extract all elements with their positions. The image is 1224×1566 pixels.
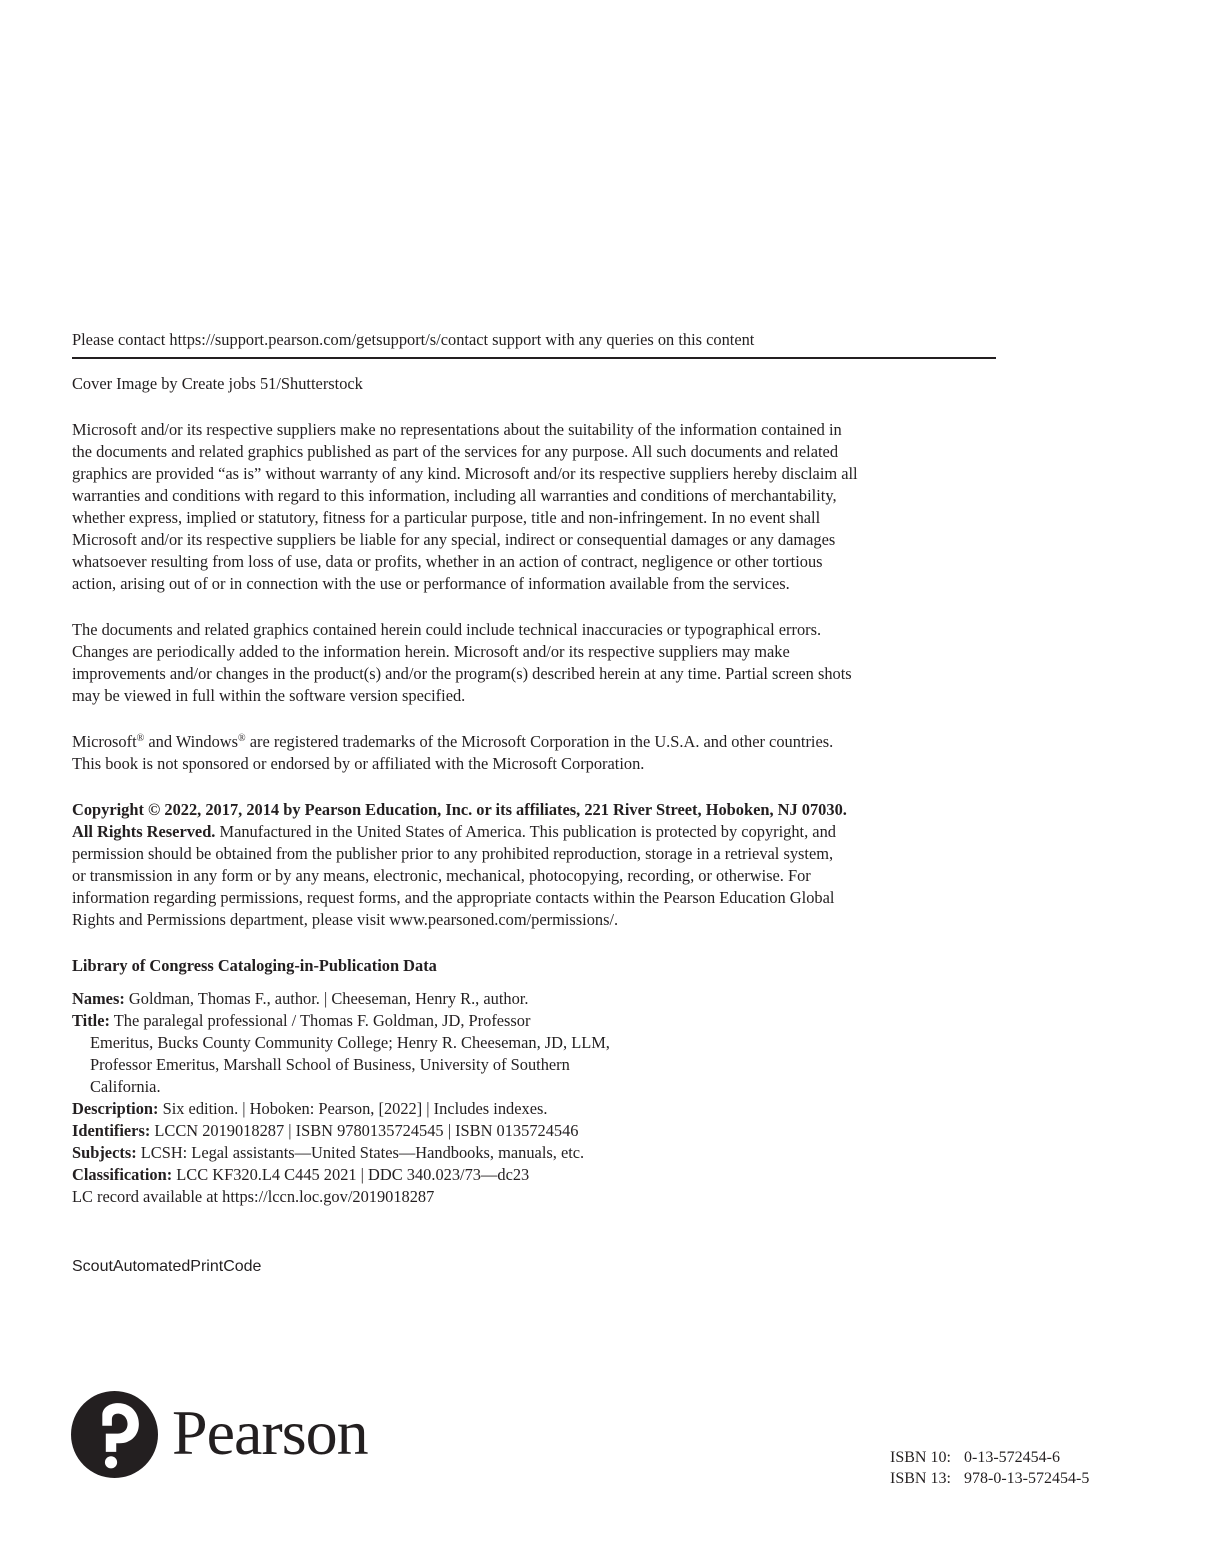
changes-line: may be viewed in full within the software version specified. bbox=[72, 686, 466, 705]
cip-label: Title: bbox=[72, 1011, 110, 1030]
copyright-line bbox=[72, 799, 1007, 821]
cip-label: Identifiers: bbox=[72, 1121, 151, 1140]
registered-mark: ® bbox=[238, 733, 246, 744]
cover-image-credit: Cover Image by Create jobs 51/Shutterstock bbox=[72, 374, 363, 393]
cip-label: Description: bbox=[72, 1099, 159, 1118]
trademark-line-2: This book is not sponsored or endorsed by or affiliated with the Microsoft Corporation. bbox=[72, 754, 645, 773]
all-rights-reserved: All Rights Reserved. bbox=[72, 822, 216, 841]
cip-title-cont: Professor Emeritus, Marshall School of Business, University of Southern bbox=[90, 1055, 570, 1074]
disclaimer-line: Microsoft and/or its respective suppliers be liable for any special, indirect or consequential damages or any damages bbox=[72, 530, 836, 549]
pearson-logo-icon bbox=[71, 1391, 158, 1478]
cip-title bbox=[72, 1010, 1007, 1032]
changes-line: The documents and related graphics contained herein could include technical inaccuracies or typographical errors. bbox=[72, 620, 822, 639]
isbn-label: ISBN 13: bbox=[890, 1470, 951, 1487]
isbn-label: ISBN 10: bbox=[890, 1449, 951, 1466]
cip-identifiers bbox=[72, 1120, 1007, 1142]
isbn-value: 0-13-572454-6 bbox=[964, 1449, 1060, 1466]
cip-data bbox=[72, 988, 1007, 1208]
support-contact-line: Please contact https://support.pearson.com/getsupport/s/contact support with any queries on this content bbox=[72, 330, 755, 349]
disclaimer-line: action, arising out of or in connection with the use or performance of information available from the services. bbox=[72, 574, 790, 593]
disclaimer-line: warranties and conditions with regard to this information, including all warranties and conditions of merchantability, bbox=[72, 486, 837, 505]
cip-value: LCC KF320.L4 C445 2021 | DDC 340.023/73—dc23 bbox=[172, 1165, 530, 1184]
cip-title-cont: California. bbox=[90, 1077, 161, 1096]
copyright-line: or transmission in any form or by any means, electronic, mechanical, photocopying, recording, or otherwise. For bbox=[72, 866, 811, 885]
disclaimer-line: whatsoever resulting from loss of use, data or profits, whether in an action of contract, negligence or other tortious bbox=[72, 552, 823, 571]
microsoft-changes-paragraph bbox=[72, 619, 1007, 707]
isbn-13 bbox=[890, 1468, 1089, 1489]
cip-subjects bbox=[72, 1142, 1007, 1164]
copyright-line: permission should be obtained from the publisher prior to any prohibited reproduction, storage in a retrieval system, bbox=[72, 844, 834, 863]
disclaimer-line: graphics are provided “as is” without warranty of any kind. Microsoft and/or its respective suppliers hereby disclaim all bbox=[72, 464, 858, 483]
changes-line: improvements and/or changes in the product(s) and/or the program(s) described herein at any time. Partial screen shots bbox=[72, 664, 852, 683]
cip-lc-record: LC record available at https://lccn.loc.gov/2019018287 bbox=[72, 1187, 435, 1206]
cip-description bbox=[72, 1098, 1007, 1120]
disclaimer-line: Microsoft and/or its respective suppliers make no representations about the suitability of the information contained in bbox=[72, 420, 842, 439]
pearson-wordmark: Pearson bbox=[172, 1397, 368, 1468]
copyright-notice: Copyright © 2022, 2017, 2014 by Pearson Education, Inc. or its affiliates, 221 River Street, Hoboken, NJ 07030. bbox=[72, 800, 847, 819]
cip-names bbox=[72, 988, 1007, 1010]
cip-value: The paralegal professional / Thomas F. Goldman, JD, Professor bbox=[109, 1011, 531, 1030]
cip-heading: Library of Congress Cataloging-in-Publication Data bbox=[72, 956, 437, 975]
copyright-line bbox=[72, 821, 1007, 843]
changes-line: Changes are periodically added to the information herein. Microsoft and/or its respective suppliers may make bbox=[72, 642, 790, 661]
cip-label: Names: bbox=[72, 989, 125, 1008]
cip-value: LCSH: Legal assistants—United States—Handbooks, manuals, etc. bbox=[136, 1143, 585, 1162]
cip-value: Goldman, Thomas F., author. | Cheeseman, Henry R., author. bbox=[124, 989, 529, 1008]
cip-label: Subjects: bbox=[72, 1143, 137, 1162]
trademark-line bbox=[72, 731, 1007, 753]
disclaimer-line: whether express, implied or statutory, fitness for a particular purpose, title and non-infringement. In no event shall bbox=[72, 508, 821, 527]
cip-title-cont: Emeritus, Bucks County Community College; Henry R. Cheeseman, JD, LLM, bbox=[90, 1033, 610, 1052]
copyright-text: Manufactured in the United States of America. This publication is protected by copyright, and bbox=[215, 822, 836, 841]
copyright-paragraph bbox=[72, 799, 1007, 931]
copyright-line: Rights and Permissions department, please visit www.pearsoned.com/permissions/. bbox=[72, 910, 619, 929]
trademark-rest: are registered trademarks of the Microsoft Corporation in the U.S.A. and other countries. bbox=[245, 732, 834, 751]
trademark-and: and bbox=[144, 732, 176, 751]
isbn-value: 978-0-13-572454-5 bbox=[964, 1470, 1090, 1487]
cip-classification bbox=[72, 1164, 1007, 1186]
trademark-microsoft: Microsoft bbox=[72, 732, 137, 751]
copyright-line: information regarding permissions, request forms, and the appropriate contacts within the Pearson Education Global bbox=[72, 888, 835, 907]
trademark-paragraph bbox=[72, 731, 1007, 775]
trademark-windows: Windows bbox=[175, 732, 239, 751]
cip-value: LCCN 2019018287 | ISBN 9780135724545 | ISBN 0135724546 bbox=[150, 1121, 579, 1140]
isbn-10 bbox=[890, 1447, 1089, 1468]
isbn-block bbox=[890, 1447, 1089, 1489]
cip-value: Six edition. | Hoboken: Pearson, [2022] | Includes indexes. bbox=[158, 1099, 548, 1118]
divider-rule bbox=[72, 357, 996, 359]
print-code: ScoutAutomatedPrintCode bbox=[72, 1258, 262, 1275]
disclaimer-line: the documents and related graphics published as part of the services for any purpose. All such documents and related bbox=[72, 442, 839, 461]
registered-mark: ® bbox=[136, 733, 145, 744]
microsoft-disclaimer-paragraph bbox=[72, 419, 1007, 595]
cip-label: Classification: bbox=[72, 1165, 173, 1184]
